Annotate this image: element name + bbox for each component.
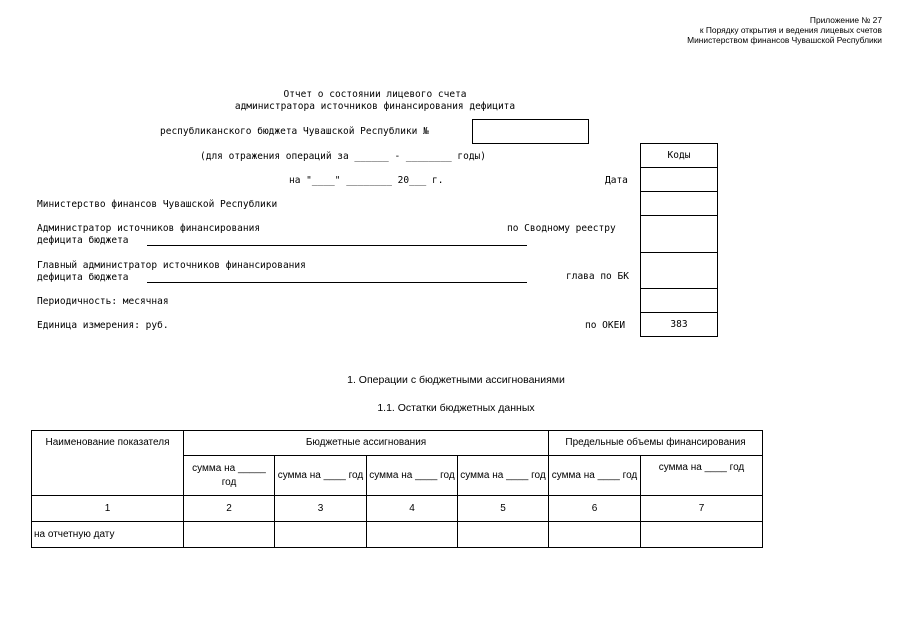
budget-number-field[interactable] xyxy=(472,119,589,144)
row-reporting-date-cell-4[interactable] xyxy=(367,522,458,548)
date-line: на "____" ________ 20___ г. xyxy=(289,175,444,186)
chief-label-line-1: Главный администратор источников финансирования xyxy=(37,260,306,271)
admin-label-line-2: дефицита бюджета xyxy=(37,235,129,246)
header-sum-1: сумма на _____ год xyxy=(184,456,275,496)
chief-underline[interactable] xyxy=(147,282,527,283)
admin-label-line-1: Администратор источников финансирования xyxy=(37,223,261,234)
row-reporting-date-cell-3[interactable] xyxy=(275,522,367,548)
col-num-7: 7 xyxy=(641,496,763,522)
col-num-1: 1 xyxy=(32,496,184,522)
code-date-cell[interactable] xyxy=(641,168,718,192)
col-num-4: 4 xyxy=(367,496,458,522)
appendix-note xyxy=(687,15,882,45)
col-num-5: 5 xyxy=(458,496,549,522)
balances-table xyxy=(31,430,763,548)
header-sum-2: сумма на ____ год xyxy=(275,456,367,496)
col-num-3: 3 xyxy=(275,496,367,522)
codes-header: Коды xyxy=(641,144,718,168)
header-sum-5: сумма на ____ год xyxy=(549,456,641,496)
chief-label-line-2: дефицита бюджета xyxy=(37,272,129,283)
header-indicator-name: Наименование показателя xyxy=(32,431,184,496)
code-registry-cell[interactable] xyxy=(641,216,718,253)
row-reporting-date-cell-7[interactable] xyxy=(641,522,763,548)
period-line: (для отражения операций за ______ - ________ годы) xyxy=(200,151,486,162)
ministry-name: Министерство финансов Чувашской Республики xyxy=(37,199,278,210)
admin-underline[interactable] xyxy=(147,245,527,246)
header-financing-limits: Предельные объемы финансирования xyxy=(549,431,763,456)
code-ministry-cell[interactable] xyxy=(641,192,718,216)
budget-number-label: республиканского бюджета Чувашской Республики № xyxy=(160,126,429,137)
summary-registry-label: по Сводному реестру xyxy=(507,223,616,234)
header-budget-allocations: Бюджетные ассигнования xyxy=(184,431,549,456)
row-reporting-date-label: на отчетную дату xyxy=(32,522,184,548)
report-title-line-1: Отчет о состоянии лицевого счета xyxy=(283,89,467,100)
appendix-line-2: к Порядку открытия и ведения лицевых счетов xyxy=(699,25,882,35)
col-num-2: 2 xyxy=(184,496,275,522)
periodicity: Периодичность: месячная xyxy=(37,296,169,307)
header-sum-3: сумма на ____ год xyxy=(367,456,458,496)
appendix-line-3: Министерством финансов Чувашской Республики xyxy=(687,35,882,45)
section-title: 1. Операции с бюджетными ассигнованиями xyxy=(347,374,565,386)
unit-of-measure: Единица измерения: руб. xyxy=(37,320,169,331)
header-sum-6: сумма на ____ год xyxy=(641,456,763,496)
report-title-line-2: администратора источников финансирования дефицита xyxy=(234,101,516,112)
chapter-bk-label: глава по БК xyxy=(566,271,629,282)
okei-label: по ОКЕИ xyxy=(585,320,626,331)
code-chapter-cell[interactable] xyxy=(641,253,718,289)
row-reporting-date-cell-2[interactable] xyxy=(184,522,275,548)
codes-table xyxy=(640,143,718,337)
row-reporting-date-cell-5[interactable] xyxy=(458,522,549,548)
date-label: Дата xyxy=(605,175,628,186)
row-reporting-date-cell-6[interactable] xyxy=(549,522,641,548)
header-sum-4: сумма на ____ год xyxy=(458,456,549,496)
appendix-line-1: Приложение № 27 xyxy=(809,15,882,25)
report-title xyxy=(0,89,750,113)
col-num-6: 6 xyxy=(549,496,641,522)
code-okei-cell: 383 xyxy=(641,313,718,337)
section-subtitle: 1.1. Остатки бюджетных данных xyxy=(377,402,535,414)
code-periodicity-cell[interactable] xyxy=(641,289,718,313)
